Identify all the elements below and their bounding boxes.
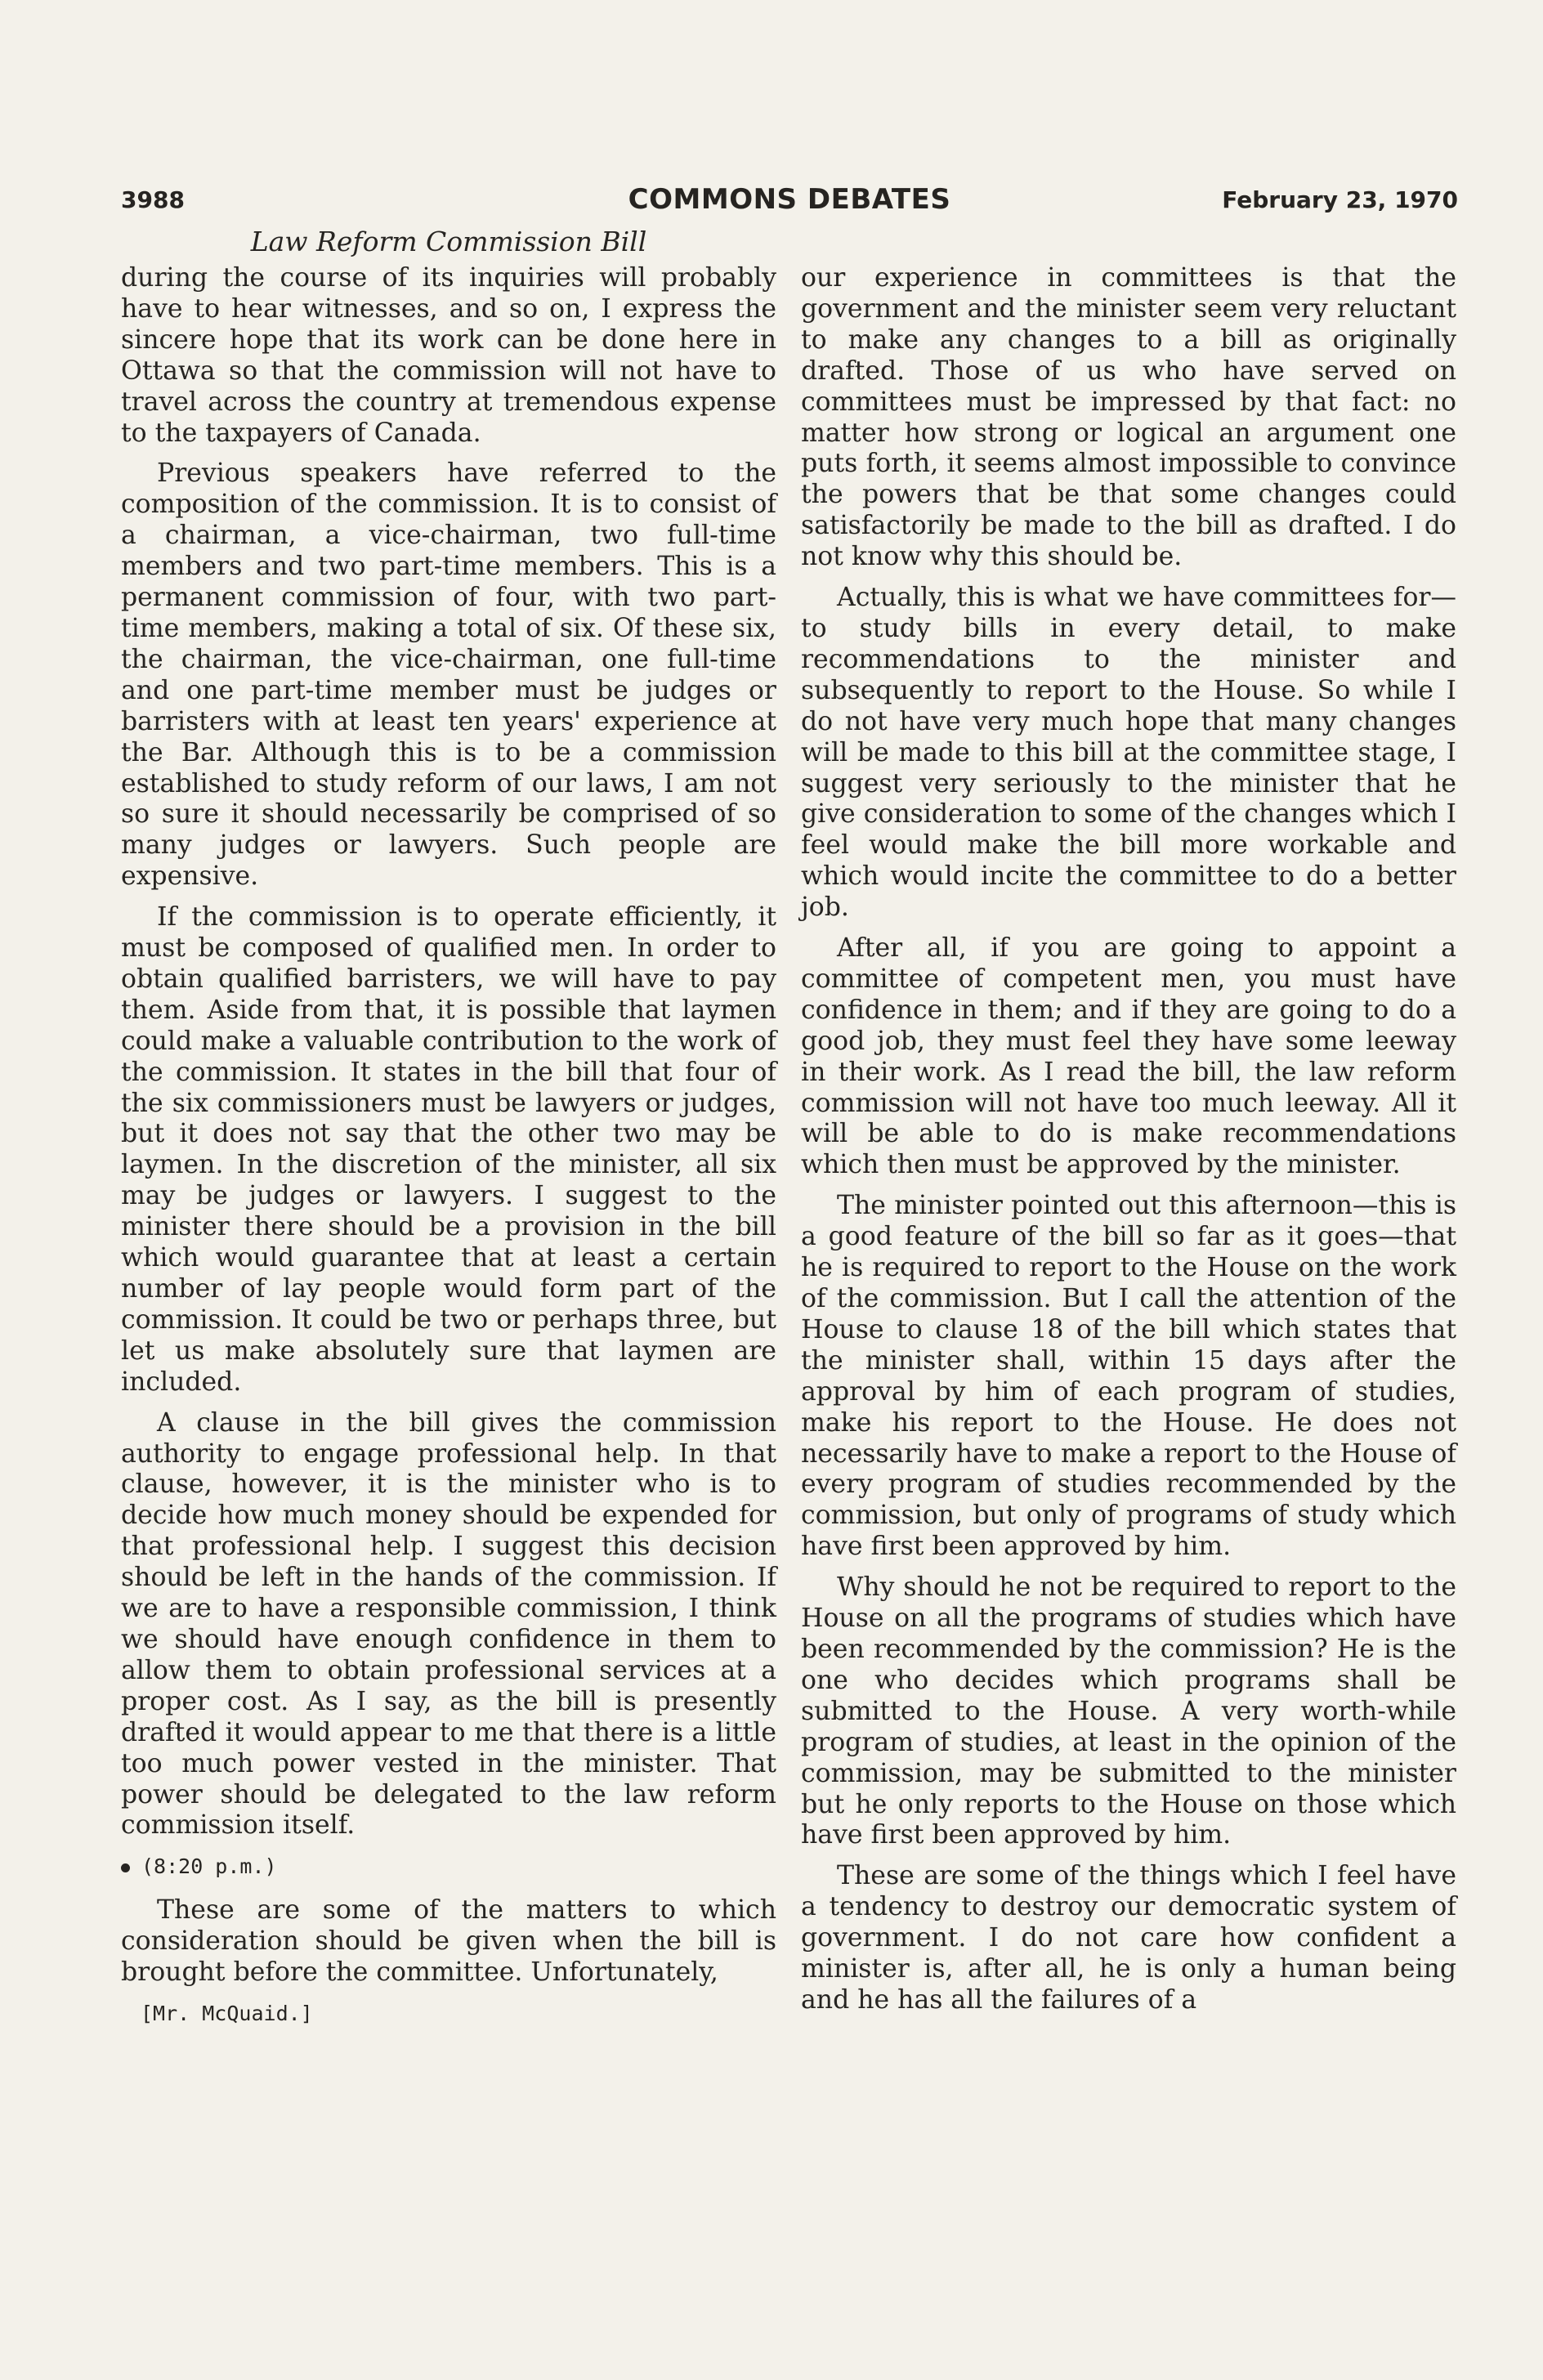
left-column [121,263,776,2029]
page-header [121,183,1458,222]
running-head: Law Reform Commission Bill [250,226,647,257]
page-number: 3988 [121,186,185,213]
paragraph: Actually, this is what we have committees for—to study bills in every detail, to make recommendations to the minister and subsequently to report to the House. So while I do not have very much hope that many changes will be made to this bill at the committee stage, I suggest very seriously to the minister that he give consideration to some of the changes which I feel would make the bill more workable and which would incite the committee to do a better job. [801,583,1456,923]
bullet-icon [121,1863,130,1872]
paragraph: A clause in the bill gives the commission authority to engage professional help. In that clause, however, it is the minister who is to decide how much money should be expended for that professional help. I suggest this decision should be left in the hands of the commission. If we are to have a responsible commission, I think we should have enough confidence in them to allow them to obtain professional services at a proper cost. As I say, as the bill is presently drafted it would appear to me that there is a little too much power vested in the minister. That power should be delegated to the law reform commission itself. [121,1407,776,1841]
speaker-attribution: [Mr. McQuaid.] [141,2001,313,2025]
paragraph: Why should he not be required to report to the House on all the programs of studies which have been recommended by the commission? He is the one who decides which programs shall be submitted to the House. A very worth-while program of studies, at least in the opinion of the commission, may be submitted to the minister but he only reports to the House on those which have first been approved by him. [801,1572,1456,1850]
paragraph: during the course of its inquiries will probably have to hear witnesses, and so on, I express the sincere hope that its work can be done here in Ottawa so that the commission will not have to travel across the country at tremendous expense to the taxpayers of Canada. [121,263,776,448]
paragraph: After all, if you are going to appoint a committee of competent men, you must have confidence in them; and if they are going to do a good job, they must feel they have some leeway in their work. As I read the bill, the law reform commission will not have too much leeway. All it will be able to do is make recommendations which then must be approved by the minister. [801,933,1456,1180]
issue-date: February 23, 1970 [1222,186,1458,213]
paragraph: These are some of the things which I feel have a tendency to destroy our democratic system of government. I do not care how confident a minister is, after all, he is only a human being and he has all the failures of a [801,1861,1456,2015]
paragraph: our experience in committees is that the government and the minister seem very reluctant to make any changes to a bill as originally drafted. Those of us who have served on committees must be impressed by that fact: no matter how strong or logical an argument one puts forth, it seems almost impossible to convince the powers that be that some changes could satisfactorily be made to the bill as drafted. I do not know why this should be. [801,263,1456,572]
time-marker [121,1851,776,1882]
time-marker-text: (8:20 p.m.) [141,1854,277,1879]
paragraph: If the commission is to operate efficiently, it must be composed of qualified men. In order to obtain qualified barristers, we will have to pay them. Aside from that, it is possible that laymen could make a valuable contribution to the work of the commission. It states in the bill that four of the six commissioners must be lawyers or judges, but it does not say that the other two may be laymen. In the discretion of the minister, all six may be judges or lawyers. I suggest to the minister there should be a provision in the bill which would guarantee that at least a certain number of lay people would form part of the commission. It could be two or perhaps three, but let us make absolutely sure that laymen are included. [121,902,776,1397]
right-column [801,263,1456,2026]
paragraph: The minister pointed out this afternoon—this is a good feature of the bill so far as it goes—that he is required to report to the House on the work of the commission. But I call the attention of the House to clause 18 of the bill which states that the minister shall, within 15 days after the approval by him of each program of studies, make his report to the House. He does not necessarily have to make a report to the House of every program of studies recommended by the commission, but only of programs of study which have first been approved by him. [801,1191,1456,1562]
paragraph: Previous speakers have referred to the composition of the commission. It is to consist of a chairman, a vice-chairman, two full-time members and two part-time members. This is a permanent commission of four, with two part-time members, making a total of six. Of these six, the chairman, the vice-chairman, one full-time and one part-time member must be judges or barristers with at least ten years' experience at the Bar. Although this is to be a commission established to study reform of our laws, I am not so sure it should necessarily be comprised of so many judges or lawyers. Such people are expensive. [121,459,776,892]
publication-title: COMMONS DEBATES [628,183,951,216]
paragraph: These are some of the matters to which consideration should be given when the bill is brought before the committee. Unfortunately, [121,1895,776,1988]
